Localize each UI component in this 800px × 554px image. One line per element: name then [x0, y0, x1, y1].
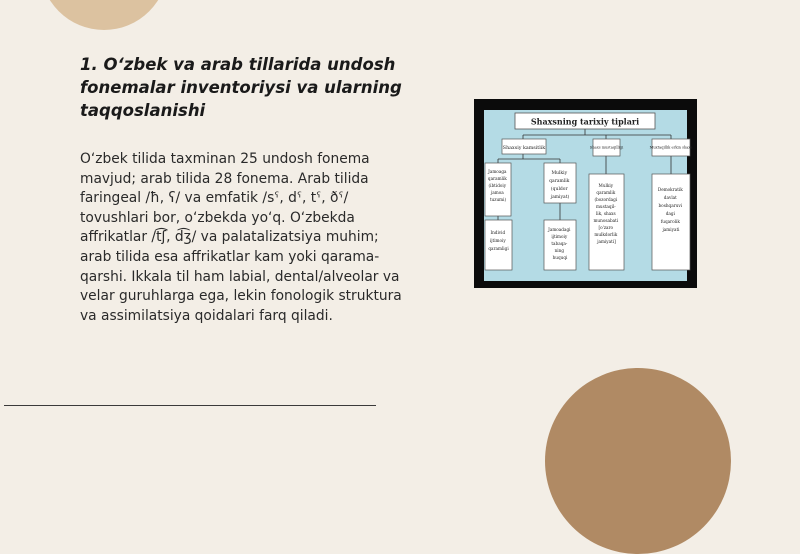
slide-title: 1. O‘zbek va arab tillarida undosh fonemalar inventoriysi va ularning taqqoslanishi [80, 55, 402, 120]
diagram-col1-b-text: Individ ijtimoiy qaramligi [488, 230, 509, 251]
diagram-col2-head: Shaxs mustaqilligi [589, 145, 624, 150]
diagram-box-col1-b [485, 220, 512, 270]
diagram-col3-head: Muxtaqillik erkin shaxs [649, 145, 693, 150]
diagram-col3-mid-text: Mulkiy qaramlik (bozordagi mustaqil- lik, shaxs munosabati [o'zaro mulkdorlik jamiyati] [593, 183, 619, 244]
diagram-top-label: Shaxsning tarixiy tiplari [530, 116, 640, 127]
diagram-svg [474, 99, 697, 288]
divider-line [4, 405, 376, 406]
decorative-circle-top [40, 0, 168, 30]
diagram-col1-head: Shaxsiy kamsitlik [502, 146, 546, 151]
diagram-col4-mid-text: Demokratik davlat boshqaruvi dagi fuqarolik jamiyati [657, 187, 683, 232]
diagram-col2-b-text: Jamoadagi ijtimoiy tabaqa- ning huquqi [548, 227, 571, 260]
diagram-col2-mid-text: Mulkiy qaramlik (quldor jamiyat) [549, 171, 570, 200]
diagram-image [474, 99, 697, 288]
decorative-circle-bottom [545, 368, 731, 554]
slide-body-text: O‘zbek tilida taxminan 25 undosh fonema mavjud; arab tilida 28 fonema. Arab tilida faringeal /ħ, ʕ/ va emfatik /sˤ, dˤ, tˤ, ðˤ/ tovushlari bor, o‘zbekda yo‘q. O‘zbekda affrikatlar /t͡ʃ, d͡ʒ/ va palatalizatsiya muhim; arab tilida esa affrikatlar kam yoki qarama-qarshi. Ikkala til ham labial, dental/alveolar va velar guruhlarga ega, lekin fonologik struktura va assimilatsiya qoidalari farq qiladi. [80, 151, 402, 324]
diagram-col1-a-text: Jamoaga qaramlik (ibtidoiy jamoa tuzumi) [487, 169, 507, 202]
